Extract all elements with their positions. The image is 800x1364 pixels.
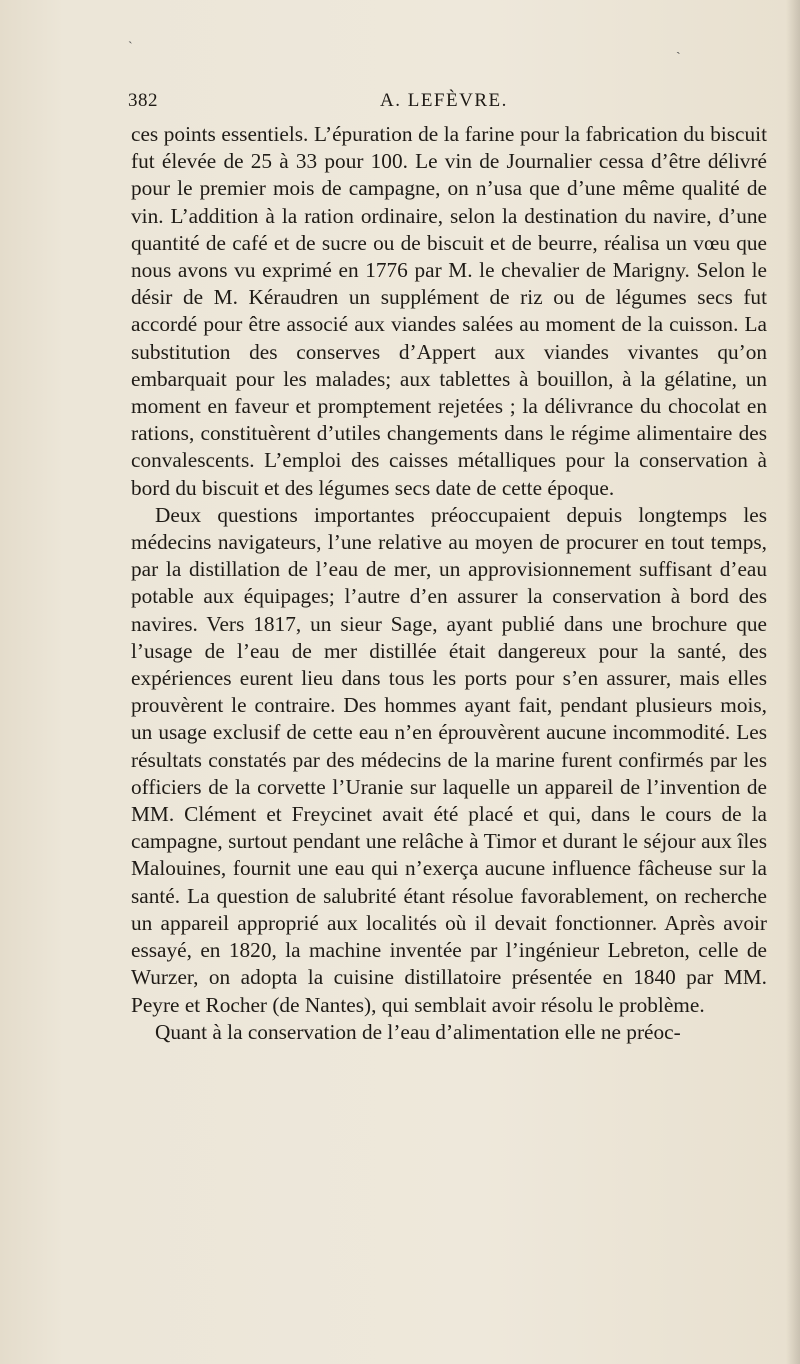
- scan-mark-right: ˏ: [676, 40, 681, 55]
- page-number: 382: [128, 90, 158, 111]
- body-text: [131, 121, 767, 1046]
- paragraph-3: Quant à la conservation de l’eau d’alimentation elle ne préoc-: [155, 1019, 681, 1044]
- paragraph-2: Deux questions importantes préoccupaient depuis longtemps les médecins navigateurs, l’une relative au moyen de procurer en tout temps, par la distillation de l’eau de mer, un approvisionnement suffisant d’eau potable aux équipages; l’autre d’en assurer la conservation à bord des navires. Vers 1817, un sieur Sage, ayant publié dans une brochure que l’usage de l’eau de mer distillée était dangereux pour la santé, des expériences eurent lieu dans tous les ports pour s’en assurer, mais elles prouvèrent le contraire. Des hommes ayant fait, pendant plusieurs mois, un usage exclusif de cette eau n’en éprouvèrent aucune incommodité. Les résultats constatés par des médecins de la marine furent confirmés par les officiers de la corvette l’Uranie sur laquelle un appareil de l’invention de MM. Clément et Freycinet avait été placé et qui, dans le cours de la campagne, surtout pendant une relâche à Timor et durant le séjour aux îles Malouines, fournit une eau qui n’exerça aucune influence fâcheuse sur la santé. La question de salubrité étant résolue favorablement, on recherche un appareil approprié aux localités où il devait fonctionner. Après avoir essayé, en 1820, la machine inventée par l’ingénieur Lebreton, celle de Wurzer, on adopta la cuisine distillatoire présentée en 1840 par MM. Peyre et Rocher (de Nantes), qui semblait avoir résolu le problème.: [131, 502, 767, 1017]
- scan-mark-left: ˋ: [128, 40, 133, 55]
- page-edge-shadow: [786, 0, 800, 1364]
- running-head: A. LEFÈVRE.: [380, 90, 508, 111]
- paragraph-1: ces points essentiels. L’épuration de la farine pour la fabrication du biscuit fut élevée de 25 à 33 pour 100. Le vin de Journalier cessa d’être délivré pour le premier mois de campagne, on n’usa que d’une même qualité de vin. L’addition à la ration ordinaire, selon la destination du navire, d’une quantité de café et de sucre ou de biscuit et de beurre, réalisa un vœu que nous avons vu exprimé en 1776 par M. le chevalier de Marigny. Selon le désir de M. Kéraudren un supplément de riz ou de légumes secs fut accordé pour être associé aux viandes salées au moment de la cuisson. La substitution des conserves d’Appert aux viandes vivantes qu’on embarquait pour les malades; aux tablettes à bouillon, à la gélatine, un moment en faveur et promptement rejetées ; la délivrance du chocolat en rations, constituèrent d’utiles changements dans le régime alimentaire des convalescents. L’emploi des caisses métalliques pour la conservation à bord du biscuit et des légumes secs date de cette époque.: [131, 122, 767, 500]
- page-header: [128, 90, 768, 114]
